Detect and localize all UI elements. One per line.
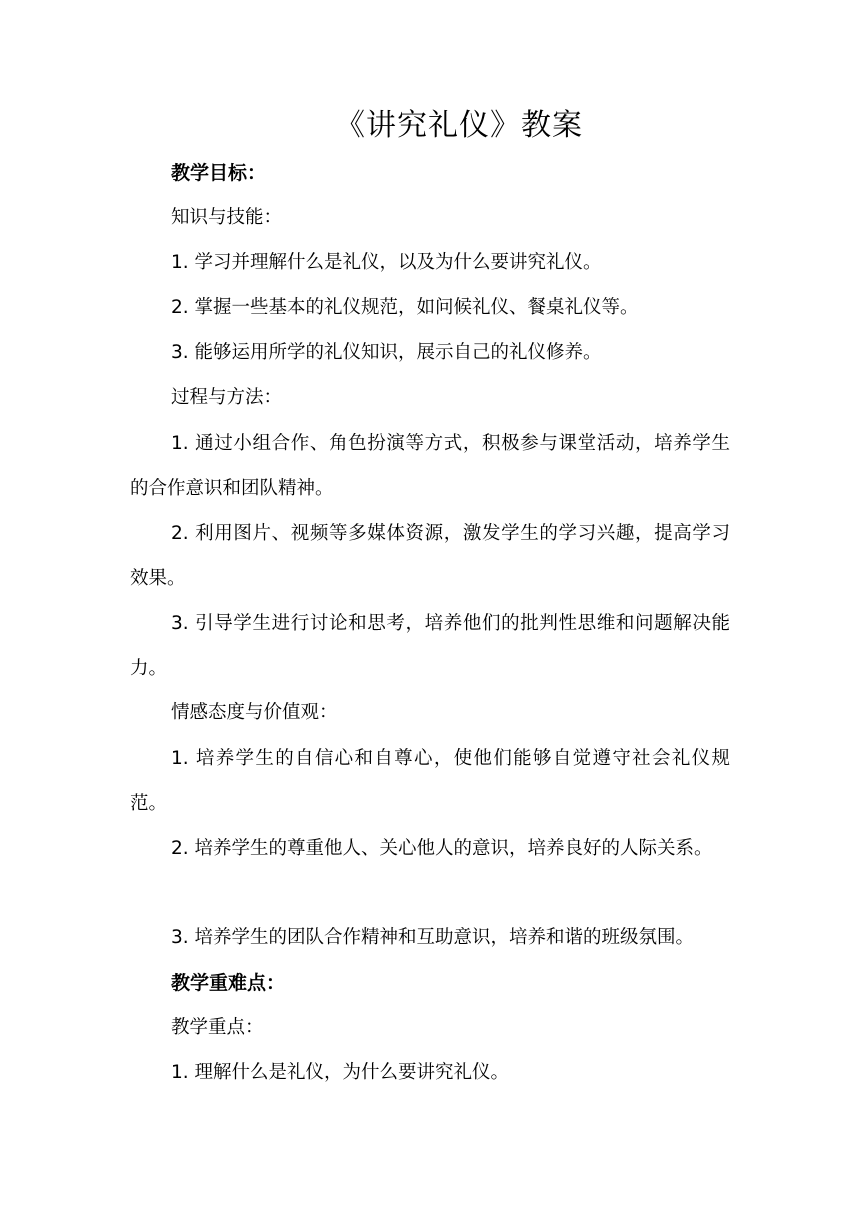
attitude-item-3: 3. 培养学生的团队合作精神和互助意识，培养和谐的班级氛围。: [171, 927, 695, 948]
knowledge-item-1: 1. 学习并理解什么是礼仪，以及为什么要讲究礼仪。: [171, 252, 602, 273]
process-heading: 过程与方法：: [171, 387, 283, 408]
attitude-heading: 情感态度与价值观：: [171, 702, 338, 723]
attitude-item-1: 1. 培养学生的自信心和自尊心，使他们能够自觉遵守社会礼仪规范。: [130, 748, 730, 814]
key-heading: 教学重点：: [171, 1017, 264, 1038]
attitude-item-2: 2. 培养学生的尊重他人、关心他人的意识，培养良好的人际关系。: [171, 838, 713, 859]
knowledge-item-2: 2. 掌握一些基本的礼仪规范，如问候礼仪、餐桌礼仪等。: [171, 297, 639, 318]
objectives-heading: 教学目标：: [171, 162, 267, 184]
process-item-1: 1. 通过小组合作、角色扮演等方式，积极参与课堂活动，培养学生的合作意识和团队精神。: [130, 433, 730, 499]
process-item-3: 3. 引导学生进行讨论和思考，培养他们的批判性思维和问题解决能力。: [130, 613, 730, 679]
knowledge-heading: 知识与技能：: [171, 207, 283, 228]
knowledge-item-3: 3. 能够运用所学的礼仪知识，展示自己的礼仪修养。: [171, 342, 602, 363]
process-item-2: 2. 利用图片、视频等多媒体资源，激发学生的学习兴趣，提高学习效果。: [130, 523, 730, 589]
document-title: 《讲究礼仪》教案: [335, 108, 583, 143]
key-points-heading: 教学重难点：: [171, 972, 286, 994]
key-item-1: 1. 理解什么是礼仪，为什么要讲究礼仪。: [171, 1062, 510, 1083]
